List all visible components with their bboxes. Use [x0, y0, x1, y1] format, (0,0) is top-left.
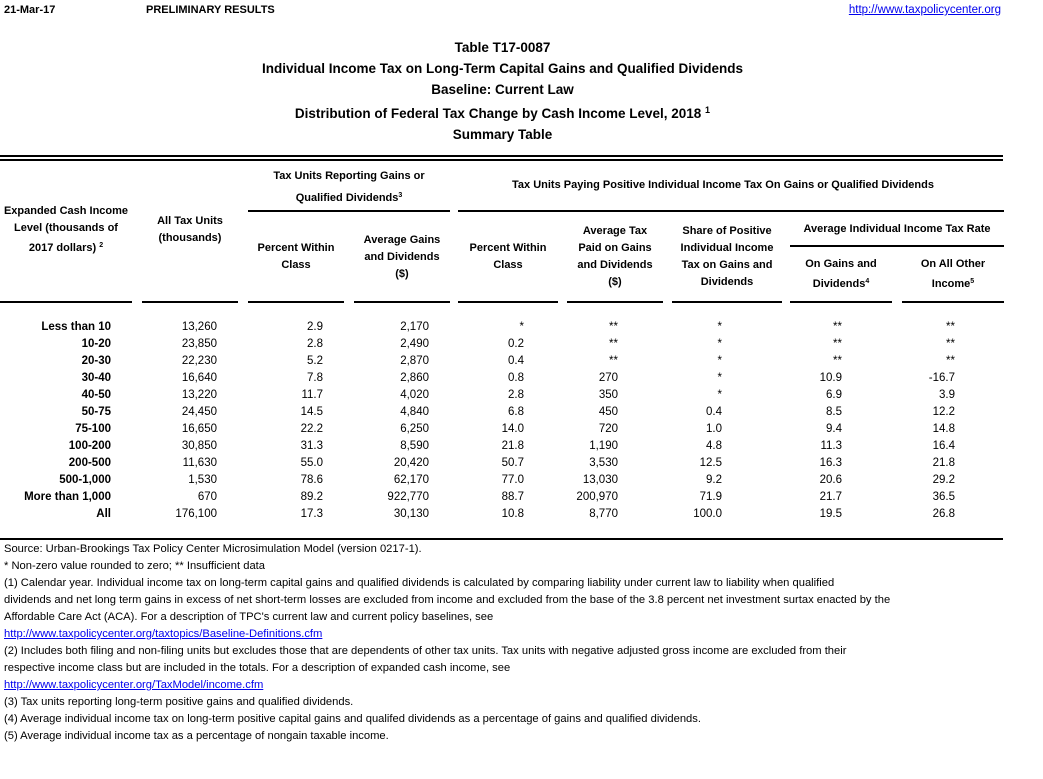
cell-g2-avg-tax: **	[609, 338, 618, 350]
table-row	[0, 491, 1003, 508]
cell-g1-percent: 31.3	[300, 440, 323, 452]
cell-rate-gains: 9.4	[826, 423, 842, 435]
col-header-g2-avg-tax: Average Tax Paid on Gains and Dividends ($)	[577, 225, 653, 288]
col-header-g1-percent: Percent Within Class	[257, 242, 335, 271]
cell-income-level: Less than 10	[41, 321, 111, 333]
cell-income-level: All	[96, 508, 111, 520]
cell-all-tax-units: 670	[197, 491, 217, 503]
cell-g1-avg-gains: 4,020	[400, 389, 429, 401]
col-header-rate-gains: On Gains and Dividends$^4$	[805, 258, 877, 290]
cell-income-level: 75-100	[75, 423, 111, 435]
cell-g1-percent: 78.6	[300, 474, 323, 486]
cell-all-tax-units: 176,100	[175, 508, 217, 520]
cell-all-tax-units: 11,630	[182, 457, 217, 469]
cell-g2-percent: 0.8	[508, 372, 524, 384]
cell-g2-avg-tax: 1,190	[589, 440, 618, 452]
cell-g2-share: 1.0	[706, 423, 722, 435]
cell-g2-percent: 6.8	[508, 406, 524, 418]
table-row	[0, 423, 1003, 440]
cell-all-tax-units: 16,650	[181, 423, 217, 435]
cell-g1-avg-gains: 6,250	[400, 423, 429, 435]
cell-g2-percent: 50.7	[501, 457, 524, 469]
col-rule	[790, 301, 892, 303]
cell-rate-other: **	[946, 321, 955, 333]
cell-income-level: 500-1,000	[59, 474, 111, 486]
income-definition-link[interactable]: http://www.taxpolicycenter.org/TaxModel/income.cfm	[4, 679, 264, 691]
cell-g2-percent: 88.7	[501, 491, 524, 503]
cell-rate-other: 16.4	[932, 440, 955, 452]
cell-g2-share: *	[717, 389, 722, 401]
footnote-5: (5) Average individual income tax as a percentage of nongain taxable income.	[4, 730, 389, 742]
group-header-paying: Tax Units Paying Positive Individual Income Tax On Gains or Qualified Dividends	[512, 179, 934, 191]
cell-rate-gains: 8.5	[826, 406, 842, 418]
footnote-1-cont: Affordable Care Act (ACA). For a description of TPC's current law and current policy baselines, see	[4, 611, 494, 623]
footnote-1: (1) Calendar year. Individual income tax on long-term capital gains and qualified dividends is calculated by comparing liability under current law to liability when qualified	[4, 577, 835, 589]
cell-all-tax-units: 22,230	[181, 355, 217, 367]
cell-g2-avg-tax: 13,030	[582, 474, 618, 486]
double-rule-bottom	[0, 159, 1003, 161]
cell-g2-avg-tax: 720	[598, 423, 618, 435]
table-row	[0, 321, 1003, 338]
table-row	[0, 457, 1003, 474]
cell-rate-gains: **	[833, 355, 842, 367]
cell-g1-avg-gains: 922,770	[387, 491, 429, 503]
cell-g1-percent: 2.9	[307, 321, 323, 333]
cell-g1-percent: 11.7	[301, 389, 323, 401]
cell-rate-gains: 19.5	[819, 508, 842, 520]
footnote-2: (2) Includes both filing and non-filing units but excludes those that are dependents of other tax units. Tax units with negative adjusted gross income are excluded from their	[4, 645, 847, 657]
table-row	[0, 508, 1003, 525]
footnote-1-cont: dividends and net long term gains in excess of net short-term losses are excluded from income and excluded from the base of the 3.8 percent net investment surtax enacted by the	[4, 594, 891, 606]
cell-g2-avg-tax: 450	[598, 406, 618, 418]
footnotes	[4, 541, 1004, 745]
cell-g1-avg-gains: 4,840	[400, 406, 429, 418]
table-title-block	[0, 37, 1005, 145]
distribution-title: Distribution of Federal Tax Change by Cash Income Level, 2018 $^1$	[294, 105, 711, 121]
cell-rate-other: 3.9	[939, 389, 955, 401]
cell-all-tax-units: 23,850	[181, 338, 217, 350]
table-id: Table T17-0087	[454, 40, 551, 55]
col-header-income-level: Expanded Cash Income Level (thousands of 2017 dollars) $^2$	[3, 205, 129, 254]
cell-g2-avg-tax: **	[609, 355, 618, 367]
cell-all-tax-units: 24,450	[181, 406, 217, 418]
cell-g2-share: *	[717, 338, 722, 350]
cell-income-level: 40-50	[81, 389, 111, 401]
col-header-g1-avg-gains: Average Gains and Dividends ($)	[363, 234, 441, 280]
group-rule	[458, 210, 1004, 212]
cell-rate-gains: **	[833, 338, 842, 350]
cell-g1-avg-gains: 62,170	[393, 474, 429, 486]
cell-g2-percent: *	[519, 321, 524, 333]
cell-income-level: 50-75	[81, 406, 111, 418]
cell-all-tax-units: 13,220	[181, 389, 217, 401]
table-subject: Individual Income Tax on Long-Term Capital Gains and Qualified Dividends	[261, 61, 744, 76]
cell-g2-percent: 21.8	[501, 440, 524, 452]
col-rule	[567, 301, 663, 303]
symbol-legend: * Non-zero value rounded to zero; ** Insufficient data	[4, 560, 265, 572]
cell-g2-percent: 10.8	[501, 508, 524, 520]
col-rule	[672, 301, 782, 303]
cell-rate-gains: 10.9	[819, 372, 842, 384]
cell-g2-percent: 0.2	[508, 338, 524, 350]
cell-g1-avg-gains: 2,860	[400, 372, 429, 384]
cell-g1-percent: 7.8	[307, 372, 323, 384]
cell-g2-share: 9.2	[706, 474, 722, 486]
table-row	[0, 474, 1003, 491]
summary-label: Summary Table	[452, 127, 553, 142]
table-bottom-rule	[0, 538, 1003, 540]
cell-rate-gains: 16.3	[819, 457, 842, 469]
cell-g2-share: 4.8	[706, 440, 722, 452]
cell-g2-share: *	[717, 355, 722, 367]
cell-rate-gains: 21.7	[819, 491, 842, 503]
cell-g2-share: *	[717, 372, 722, 384]
cell-g2-avg-tax: 3,530	[589, 457, 618, 469]
footnote-2-cont: respective income class but are included in the totals. For a description of expanded cash income, see	[4, 662, 511, 674]
cell-rate-other: **	[946, 355, 955, 367]
cell-rate-other: 29.2	[932, 474, 955, 486]
cell-income-level: More than 1,000	[24, 491, 111, 503]
cell-g1-percent: 55.0	[300, 457, 323, 469]
baseline: Baseline: Current Law	[431, 82, 574, 97]
cell-g1-avg-gains: 2,870	[400, 355, 429, 367]
cell-rate-other: 21.8	[932, 457, 955, 469]
col-header-all-tax-units: All Tax Units (thousands)	[157, 215, 223, 244]
cell-g1-percent: 14.5	[300, 406, 323, 418]
table-row	[0, 406, 1003, 423]
cell-g2-avg-tax: 350	[598, 389, 618, 401]
cell-g2-share: 0.4	[706, 406, 722, 418]
col-rule	[354, 301, 450, 303]
cell-g1-percent: 22.2	[300, 423, 323, 435]
col-rule	[248, 301, 344, 303]
table-row	[0, 338, 1003, 355]
cell-all-tax-units: 1,530	[188, 474, 217, 486]
cell-rate-gains: 11.3	[820, 440, 842, 452]
cell-g1-avg-gains: 8,590	[400, 440, 429, 452]
cell-rate-other: 12.2	[932, 406, 955, 418]
cell-g2-avg-tax: **	[609, 321, 618, 333]
cell-g2-share: *	[717, 321, 722, 333]
tpc-home-link[interactable]: http://www.taxpolicycenter.org	[848, 4, 1001, 16]
double-rule-top	[0, 155, 1003, 157]
footnote-4: (4) Average individual income tax on long-term positive capital gains and qualifed dividends as a percentage of gains and qualified dividends.	[4, 713, 701, 725]
footnote-3: (3) Tax units reporting long-term positive gains and qualified dividends.	[4, 696, 354, 708]
group-header-reporting: Tax Units Reporting Gains or Qualified Dividends$^3$	[273, 170, 425, 204]
cell-g1-avg-gains: 2,170	[400, 321, 429, 333]
cell-rate-other: -16.7	[928, 372, 955, 384]
cell-income-level: 20-30	[81, 355, 111, 367]
cell-income-level: 30-40	[81, 372, 111, 384]
group-rule	[248, 210, 450, 212]
cell-rate-other: 26.8	[932, 508, 955, 520]
cell-g2-share: 100.0	[693, 508, 722, 520]
baseline-definitions-link[interactable]: http://www.taxpolicycenter.org/taxtopics/Baseline-Definitions.cfm	[4, 628, 323, 640]
cell-g1-percent: 17.3	[300, 508, 323, 520]
status-label: PRELIMINARY RESULTS	[146, 4, 275, 16]
table-row	[0, 440, 1003, 457]
table-row	[0, 355, 1003, 372]
cell-g1-avg-gains: 30,130	[393, 508, 429, 520]
table-row	[0, 389, 1003, 406]
cell-g1-avg-gains: 20,420	[393, 457, 429, 469]
cell-g1-avg-gains: 2,490	[400, 338, 429, 350]
col-rule	[458, 301, 558, 303]
cell-rate-gains: 6.9	[826, 389, 842, 401]
col-header-g2-percent: Percent Within Class	[469, 242, 547, 271]
cell-g2-percent: 2.8	[508, 389, 524, 401]
cell-income-level: 100-200	[68, 440, 111, 452]
col-header-g2-share: Share of Positive Individual Income Tax on Gains and Dividends	[680, 225, 774, 288]
cell-g2-percent: 14.0	[501, 423, 524, 435]
cell-g2-avg-tax: 8,770	[589, 508, 618, 520]
source-note: Source: Urban-Brookings Tax Policy Center Microsimulation Model (version 0217-1).	[4, 543, 422, 555]
cell-g2-percent: 0.4	[508, 355, 524, 367]
cell-income-level: 10-20	[81, 338, 111, 350]
cell-all-tax-units: 13,260	[181, 321, 217, 333]
cell-rate-gains: 20.6	[819, 474, 842, 486]
report-date: 21-Mar-17	[4, 4, 56, 16]
cell-g1-percent: 89.2	[300, 491, 323, 503]
col-header-rate-other: On All Other Income$^5$	[920, 258, 986, 290]
cell-g2-share: 71.9	[699, 491, 722, 503]
cell-g2-avg-tax: 200,970	[576, 491, 618, 503]
cell-g2-percent: 77.0	[501, 474, 524, 486]
group-rule	[790, 245, 1004, 247]
cell-income-level: 200-500	[68, 457, 111, 469]
col-rule	[0, 301, 132, 303]
group-header-avg-rate: Average Individual Income Tax Rate	[803, 223, 991, 235]
cell-all-tax-units: 16,640	[181, 372, 217, 384]
cell-g1-percent: 2.8	[307, 338, 323, 350]
footnote-ref: 1	[705, 105, 711, 115]
cell-g1-percent: 5.2	[307, 355, 323, 367]
cell-g2-share: 12.5	[699, 457, 722, 469]
cell-rate-other: 36.5	[932, 491, 955, 503]
table-row	[0, 372, 1003, 389]
cell-all-tax-units: 30,850	[181, 440, 217, 452]
col-rule	[902, 301, 1004, 303]
col-rule	[142, 301, 238, 303]
cell-rate-other: 14.8	[932, 423, 955, 435]
cell-g2-avg-tax: 270	[598, 372, 618, 384]
cell-rate-gains: **	[833, 321, 842, 333]
cell-rate-other: **	[946, 338, 955, 350]
